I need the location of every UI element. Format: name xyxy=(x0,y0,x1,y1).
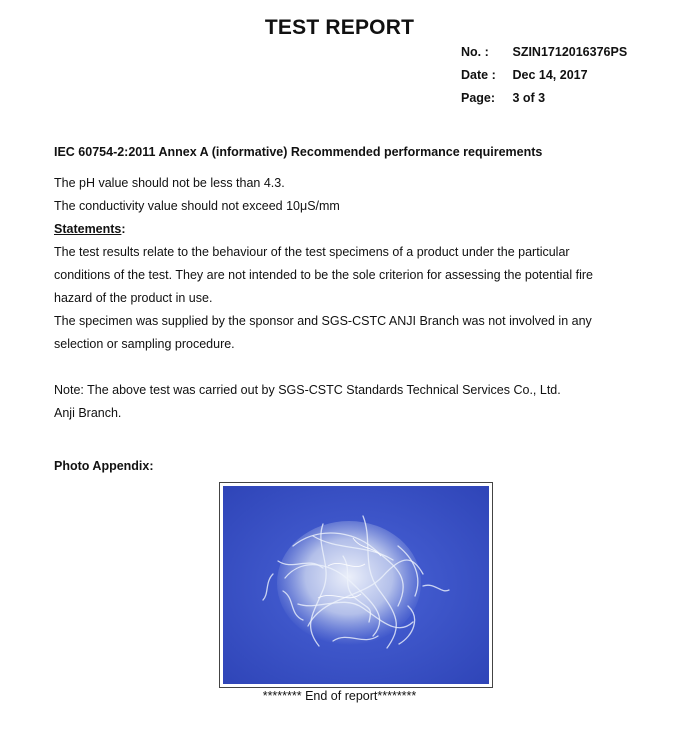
statement-line: conditions of the test. They are not intended to be the sole criterion for assessing the potential fire xyxy=(54,268,593,282)
note-line: Anji Branch. xyxy=(54,406,122,420)
statements-heading-colon: : xyxy=(121,222,126,236)
report-page-row xyxy=(461,90,627,113)
report-number-value: SZIN1712016376PS xyxy=(512,45,628,59)
statement-line: hazard of the product in use. xyxy=(54,291,213,305)
report-date-row xyxy=(461,67,627,90)
report-date-value: Dec 14, 2017 xyxy=(512,68,588,82)
statements-heading-label: Statements xyxy=(54,222,122,236)
report-meta xyxy=(461,44,627,113)
report-number-label: No. : xyxy=(461,45,489,59)
report-date-label: Date : xyxy=(461,68,496,82)
report-page-value: 3 of 3 xyxy=(512,91,546,105)
report-number-row xyxy=(461,44,627,67)
note-line: Note: The above test was carried out by SGS-CSTC Standards Technical Services Co., Ltd. xyxy=(54,383,561,397)
end-of-report: ******** End of report******** xyxy=(262,689,417,703)
photo-frame xyxy=(219,482,493,688)
statements-heading xyxy=(54,218,644,241)
report-page-label: Page: xyxy=(461,91,496,105)
report-title: TEST REPORT xyxy=(264,16,415,39)
photo-appendix-heading: Photo Appendix: xyxy=(54,459,154,473)
statements-text xyxy=(54,241,644,356)
requirements-heading: IEC 60754-2:2011 Annex A (informative) Recommended performance requirements xyxy=(54,145,543,159)
specimen-photo xyxy=(223,486,489,684)
note-text xyxy=(54,379,644,425)
statement-line: selection or sampling procedure. xyxy=(54,337,235,351)
specimen-fibre-cluster xyxy=(277,521,421,645)
statement-line: The specimen was supplied by the sponsor and SGS-CSTC ANJI Branch was not involved in any xyxy=(54,314,592,328)
requirement-ph: The pH value should not be less than 4.3. xyxy=(54,176,285,190)
statement-line: The test results relate to the behaviour of the test specimens of a product under the particular xyxy=(54,245,570,259)
requirement-conductivity: The conductivity value should not exceed 10μS/mm xyxy=(54,199,340,213)
requirements-text xyxy=(54,172,644,218)
